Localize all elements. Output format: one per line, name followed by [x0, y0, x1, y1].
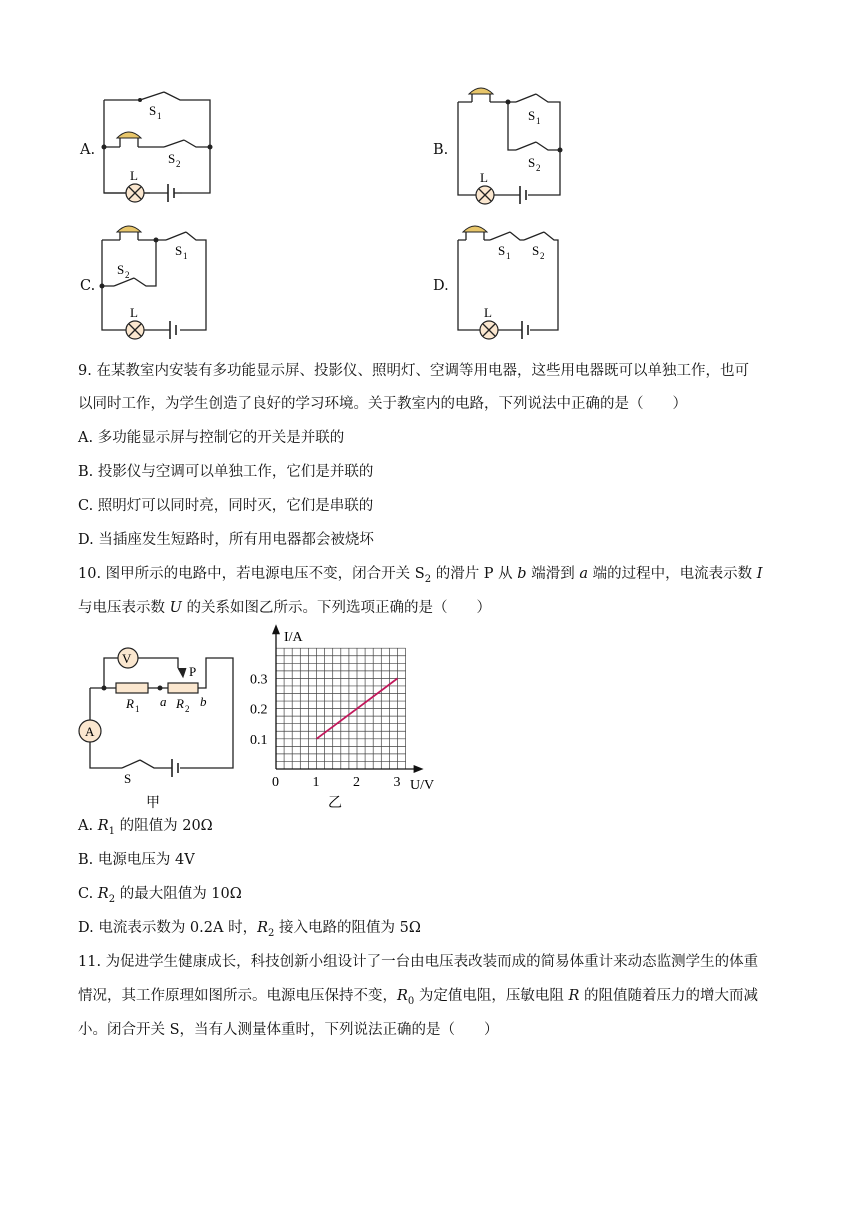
circuit-d-s1: S: [498, 243, 506, 258]
q9-option-b: B. 投影仪与空调可以单独工作，它们是并联的: [78, 464, 374, 480]
circuit-b-s2-sub: 2: [536, 163, 541, 173]
chart-grid: [276, 648, 406, 769]
circuit-a-s2: S: [168, 151, 176, 166]
q11-line3: 小。闭合开关 S，当有人测量体重时，下列说法正确的是（ ）: [78, 1022, 499, 1038]
q9-stem-line1: 9. 在某教室内安装有多功能显示屏、投影仪、照明灯、空调等用电器，这些用电器既可以单独工作，也可: [78, 363, 749, 379]
circuit-c-s1-sub: 1: [183, 251, 188, 261]
option-b-label: B.: [433, 142, 449, 158]
voltmeter-label: V: [122, 651, 132, 666]
circuit-c-s1: S: [175, 243, 183, 258]
chart-ylabel: I/A: [284, 630, 303, 645]
chart-xlabel: U/V: [410, 778, 435, 793]
y-axis-arrow: [272, 624, 280, 634]
circuit-b-s1: S: [528, 108, 536, 123]
terminal-b-label: b: [200, 694, 207, 709]
q10-option-d: D. 电流表示数为 0.2A 时，$R_2$ 接入电路的阻值为 5Ω: [78, 920, 421, 939]
slider-p-label: P: [189, 664, 197, 679]
circuit-b-s2: S: [528, 155, 536, 170]
circuit-d-lamp: L: [484, 305, 492, 320]
q11-line2: 情况，其工作原理如图所示。电源电压保持不变，$R_0$ 为定值电阻，压敏电阻 R 的阻值随着压力的增大而减: [78, 988, 759, 1007]
circuit-b-s1-sub: 1: [536, 116, 541, 126]
chart-caption: 乙: [328, 796, 342, 811]
q10-stem-line1: 10. 图甲所示的电路中，若电源电压不变，闭合开关 $S_2$ 的滑片 P 从 b 端滑到 a 端的过程中，电流表示数 I: [78, 566, 763, 585]
circuit-a-s1-sub: 1: [157, 111, 162, 121]
q9-option-d: D. 当插座发生短路时，所有用电器都会被烧坏: [78, 532, 374, 548]
q10-option-a: A. $R_1$ 的阻值为 20Ω: [78, 818, 213, 837]
y-tick-label: 0.2: [250, 702, 268, 718]
chart-axes: [272, 624, 424, 773]
option-a-label: A.: [80, 142, 96, 158]
x-tick-label: 1: [312, 775, 320, 790]
x-tick-label: 2: [353, 775, 360, 790]
switch-s-label: S: [124, 771, 132, 786]
circuit-c-s2: S: [117, 262, 125, 277]
r1-label-sub: 1: [135, 704, 140, 714]
r2-label: R: [176, 696, 184, 711]
circuit-d-s1-sub: 1: [506, 251, 511, 261]
circuit-b-lamp: L: [480, 170, 488, 185]
circuit-c-s2-sub: 2: [125, 270, 130, 280]
circuit-a-s2-sub: 2: [176, 159, 181, 169]
ammeter-label: A: [85, 724, 95, 739]
circuit-c-lamp: L: [130, 305, 138, 320]
q9-option-a: A. 多功能显示屏与控制它的开关是并联的: [78, 430, 345, 446]
q10-option-c: C. $R_2$ 的最大阻值为 10Ω: [78, 886, 242, 905]
q9-option-c: C. 照明灯可以同时亮，同时灭，它们是串联的: [78, 498, 374, 514]
r2-label-sub: 2: [185, 704, 190, 714]
circuit-d-s2-sub: 2: [540, 251, 545, 261]
y-tick-label: 0.3: [250, 672, 268, 688]
option-d-label: D.: [433, 278, 449, 294]
caption-jia: 甲: [146, 796, 160, 811]
y-tick-label: 0.1: [250, 732, 268, 748]
circuit-d-s2: S: [532, 243, 540, 258]
q9-stem-line2: 以同时工作，为学生创造了良好的学习环境。关于教室内的电路，下列说法中正确的是（ ）: [78, 396, 687, 412]
circuit-a-lamp: L: [130, 168, 138, 183]
r1-label: R: [126, 696, 134, 711]
option-c-label: C.: [80, 278, 96, 294]
x-tick-label: 0: [272, 775, 279, 790]
x-tick-label: 3: [393, 775, 401, 790]
x-axis-arrow: [414, 765, 424, 773]
circuit-a-s1: S: [149, 103, 157, 118]
q10-option-b: B. 电源电压为 4V: [78, 852, 195, 868]
q10-stem-line2: 与电压表示数 U 的关系如图乙所示。下列选项正确的是（ ）: [78, 600, 491, 616]
terminal-a-label: a: [160, 694, 167, 709]
q11-line1: 11. 为促进学生健康成长，科技创新小组设计了一台由电压表改装而成的简易体重计来动态监测学生的体重: [78, 954, 759, 970]
